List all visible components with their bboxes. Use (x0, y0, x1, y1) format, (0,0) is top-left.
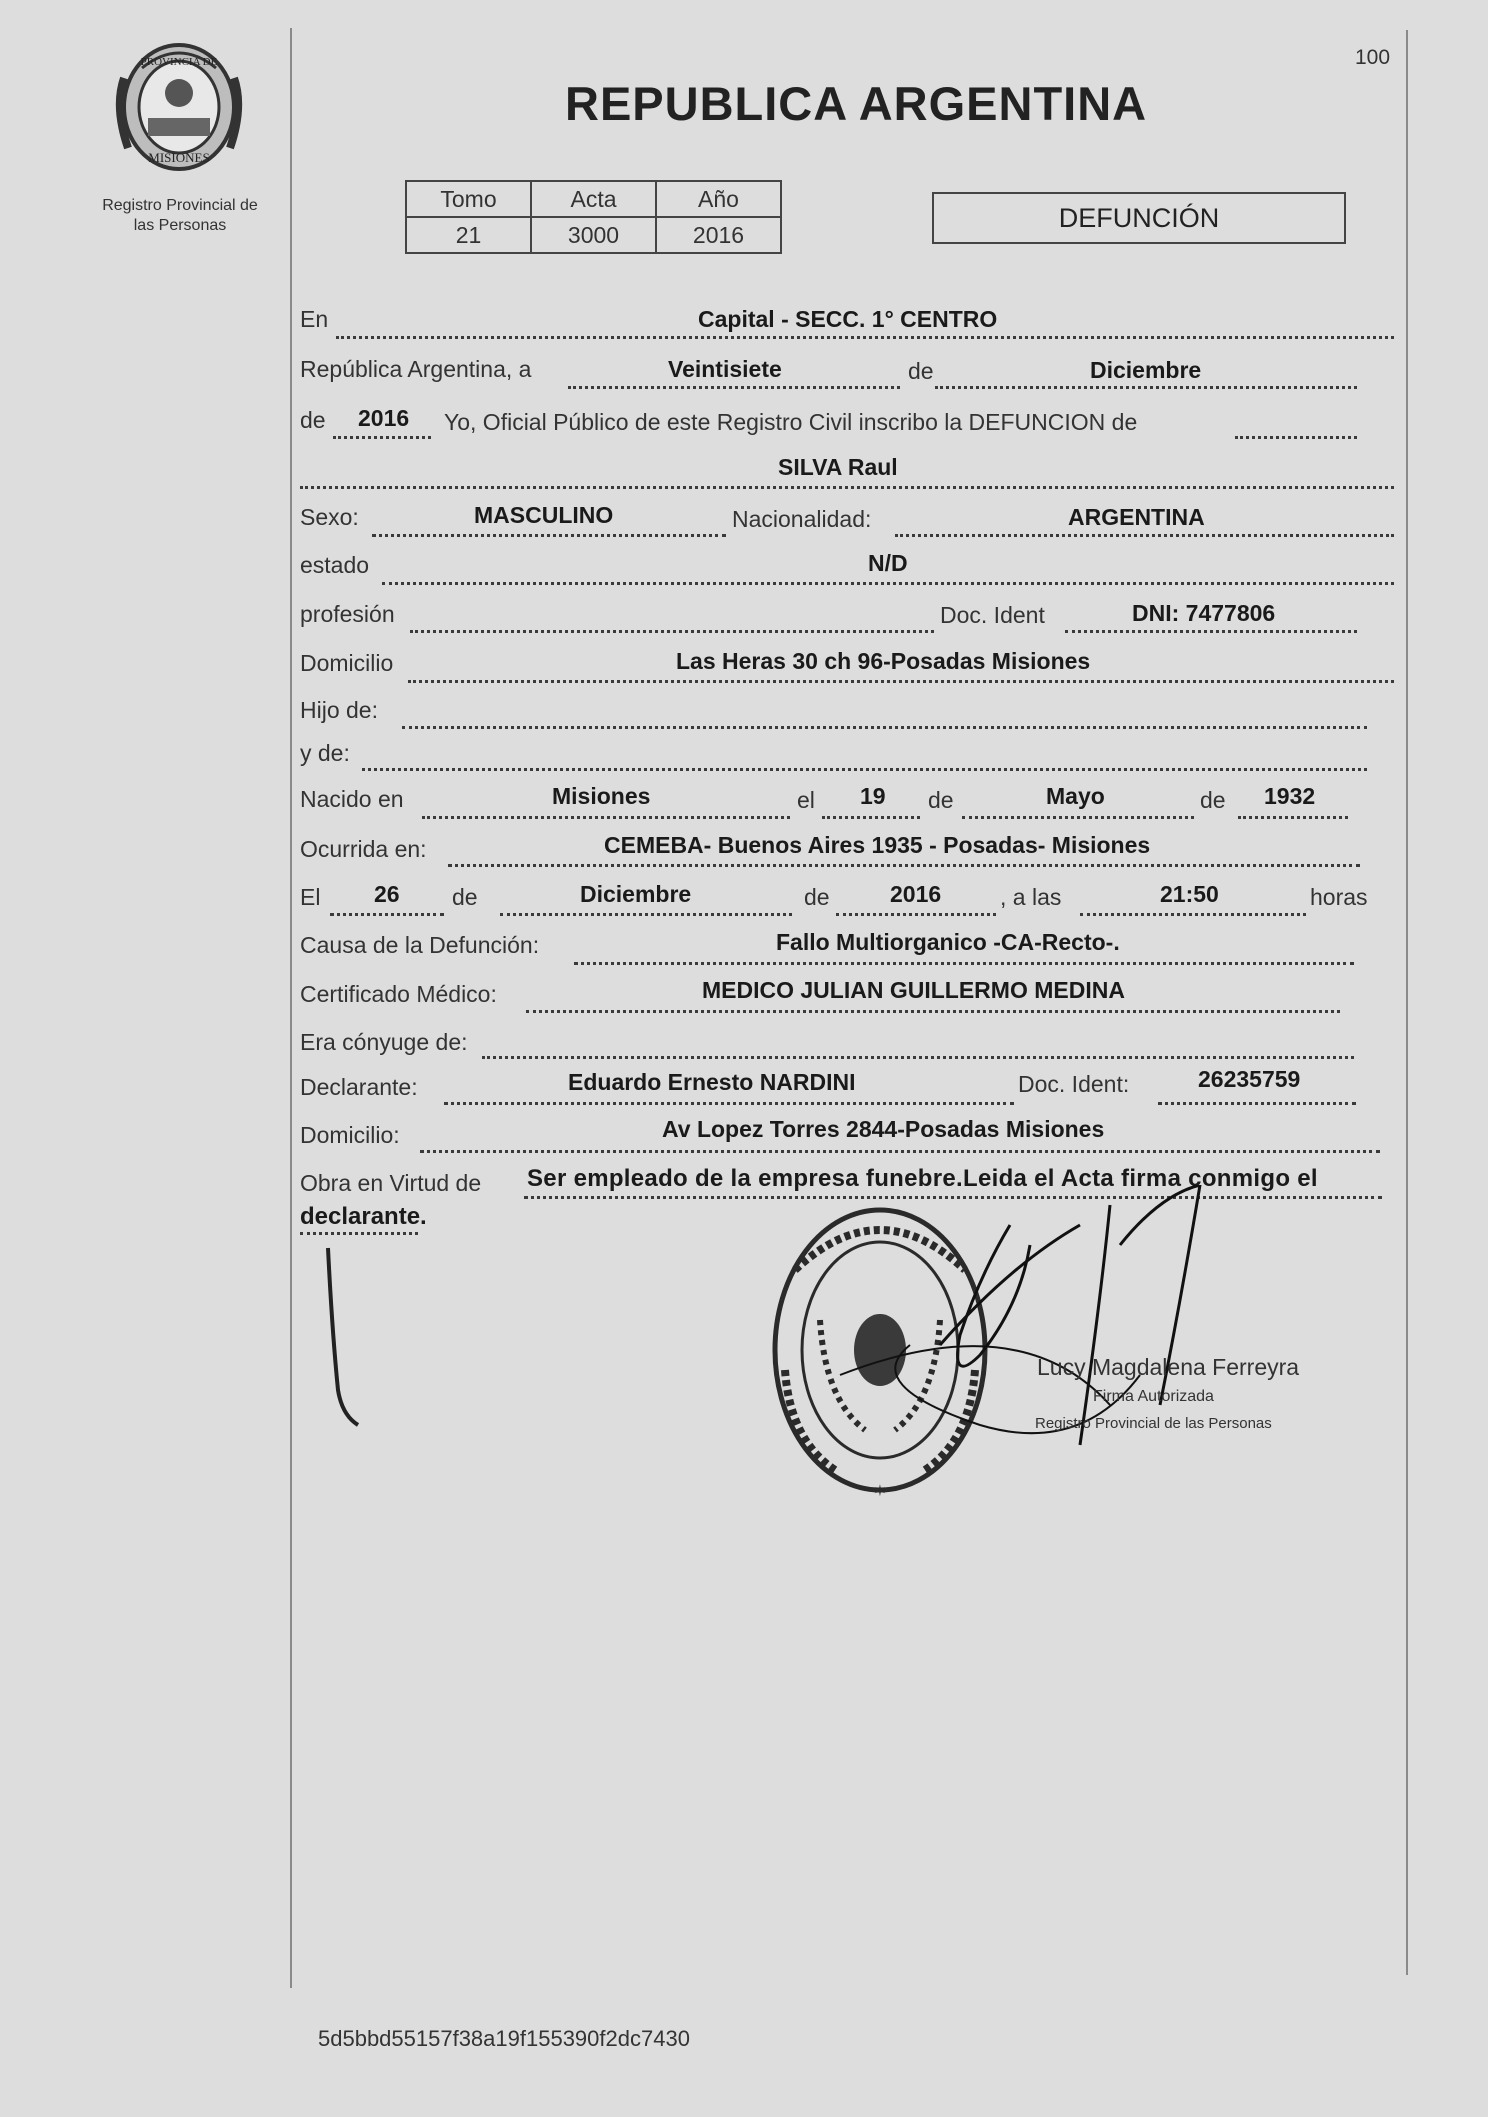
profesion-line (410, 630, 934, 633)
birth-year-line (1238, 816, 1348, 819)
birth-de2-label: de (1200, 787, 1226, 813)
ocurrida-value: CEMEBA- Buenos Aires 1935 - Posadas- Misiones (604, 832, 1151, 858)
doc-ident-label: Doc. Ident (940, 602, 1045, 628)
nacido-line (422, 816, 790, 819)
death-month-line (500, 913, 792, 916)
yo-text: Yo, Oficial Público de este Registro Civil inscribo la DEFUNCION de (444, 409, 1138, 435)
estado-line (382, 582, 1394, 585)
sexo-label: Sexo: (300, 504, 359, 530)
ref-value-ano: 2016 (656, 217, 781, 253)
year-value: 2016 (358, 405, 410, 431)
nacido-value: Misiones (552, 783, 651, 809)
reference-table (405, 180, 782, 254)
estado-value: N/D (868, 550, 908, 576)
birth-month: Mayo (1046, 783, 1105, 809)
profesion-label: profesión (300, 601, 395, 627)
en-value: Capital - SECC. 1° CENTRO (698, 306, 998, 332)
hijo-label: Hijo de: (300, 697, 378, 723)
name-line (300, 486, 1394, 489)
province-seal-icon (110, 38, 248, 176)
year-label: de (300, 407, 326, 433)
causa-label: Causa de la Defunción: (300, 932, 540, 958)
signatory-name: Lucy Magdalena Ferreyra (1037, 1354, 1300, 1380)
en-label: En (300, 306, 329, 332)
left-margin-line (290, 28, 292, 1988)
ocurrida-line (448, 864, 1360, 867)
conyuge-line (482, 1056, 1354, 1059)
document-type-box: DEFUNCIÓN (932, 192, 1346, 244)
obra-value-line2: declarante. (300, 1203, 427, 1230)
alas-label: , a las (1000, 884, 1062, 910)
domicilio-label: Domicilio (300, 650, 394, 676)
domicilio2-value: Av Lopez Torres 2844-Posadas Misiones (662, 1116, 1105, 1142)
month-line (935, 386, 1357, 389)
nacionalidad-value: ARGENTINA (1068, 504, 1205, 530)
doc-ident2-line (1158, 1102, 1356, 1105)
right-margin-line (1406, 30, 1408, 1975)
ref-header-tomo: Tomo (406, 181, 531, 217)
birth-day: 19 (860, 783, 886, 809)
document-hash: 5d5bbd55157f38a19f155390f2dc7430 (318, 2026, 690, 2051)
de-label: de (908, 358, 934, 384)
year-line (333, 436, 431, 439)
birth-de1-label: de (928, 787, 954, 813)
declarante-line (444, 1102, 1014, 1105)
obra-line2 (300, 1232, 418, 1235)
svg-text:✶: ✶ (873, 1483, 887, 1500)
death-year-line (836, 913, 996, 916)
reference-table-value-row (406, 217, 781, 253)
death-time: 21:50 (1160, 881, 1219, 907)
death-de1-label: de (452, 884, 478, 910)
month-value: Diciembre (1090, 357, 1202, 383)
certificado-line (526, 1010, 1340, 1013)
causa-value: Fallo Multiorganico -CA-Recto-. (776, 929, 1120, 955)
republica-label: República Argentina, a (300, 356, 532, 382)
doc-ident-line (1065, 630, 1357, 633)
deceased-name: SILVA Raul (778, 454, 898, 480)
sexo-value: MASCULINO (474, 502, 614, 528)
closing-line-mark (310, 1240, 370, 1430)
conyuge-label: Era cónyuge de: (300, 1029, 468, 1055)
el2-label: El (300, 884, 321, 910)
declarante-value: Eduardo Ernesto NARDINI (568, 1069, 856, 1095)
reference-table-header-row (406, 181, 781, 217)
en-line (336, 336, 1394, 339)
death-time-line (1080, 913, 1306, 916)
yde-line (362, 768, 1367, 771)
nacido-label: Nacido en (300, 786, 404, 812)
obra-value-line1: Ser empleado de la empresa funebre.Leida el Acta firma conmigo el (527, 1165, 1318, 1192)
birth-year: 1932 (1264, 783, 1316, 809)
certificado-value: MEDICO JULIAN GUILLERMO MEDINA (702, 977, 1125, 1003)
doc-ident2-label: Doc. Ident: (1018, 1071, 1130, 1097)
death-de2-label: de (804, 884, 830, 910)
causa-line (574, 962, 1354, 965)
estado-label: estado (300, 552, 370, 578)
death-day-line (330, 913, 444, 916)
doc-ident2-value: 26235759 (1198, 1066, 1301, 1092)
domicilio-value: Las Heras 30 ch 96-Posadas Misiones (676, 648, 1091, 674)
yde-label: y de: (300, 740, 350, 766)
ocurrida-label: Ocurrida en: (300, 836, 427, 862)
country-title: REPUBLICA ARGENTINA (565, 77, 1148, 130)
el-label: el (797, 787, 815, 813)
yo-tail-line (1235, 436, 1357, 439)
registry-caption (80, 196, 280, 236)
death-month: Diciembre (580, 881, 692, 907)
logo-bottom-text: MISIONES (148, 150, 210, 165)
death-year: 2016 (890, 881, 942, 907)
certificado-label: Certificado Médico: (300, 981, 497, 1007)
ref-value-tomo: 21 (406, 217, 531, 253)
domicilio2-label: Domicilio: (300, 1122, 400, 1148)
nacionalidad-line (895, 534, 1394, 537)
day-line (568, 386, 900, 389)
signatory-role: Firma Autorizada (1093, 1388, 1214, 1405)
death-day: 26 (374, 881, 400, 907)
birth-day-line (822, 816, 920, 819)
birth-month-line (962, 816, 1194, 819)
obra-label: Obra en Virtud de (300, 1170, 482, 1196)
doc-ident-value: DNI: 7477806 (1132, 600, 1276, 626)
declarante-label: Declarante: (300, 1074, 418, 1100)
ref-value-acta: 3000 (531, 217, 656, 253)
domicilio2-line (420, 1150, 1380, 1153)
ref-header-acta: Acta (531, 181, 656, 217)
signatory-organization: Registro Provincial de las Personas (1035, 1415, 1272, 1432)
sexo-line (372, 534, 726, 537)
nacionalidad-label: Nacionalidad: (732, 506, 872, 532)
domicilio-line (408, 680, 1394, 683)
page-number: 100 (1355, 46, 1391, 69)
ref-header-ano: Año (656, 181, 781, 217)
logo-top-text: PROVINCIA DE (140, 56, 218, 68)
hijo-line (402, 726, 1367, 729)
registry-caption-line2: las Personas (133, 217, 227, 234)
day-value: Veintisiete (668, 356, 782, 382)
horas-label: horas (1310, 884, 1368, 910)
registry-caption-line1: Registro Provincial de (102, 197, 258, 214)
